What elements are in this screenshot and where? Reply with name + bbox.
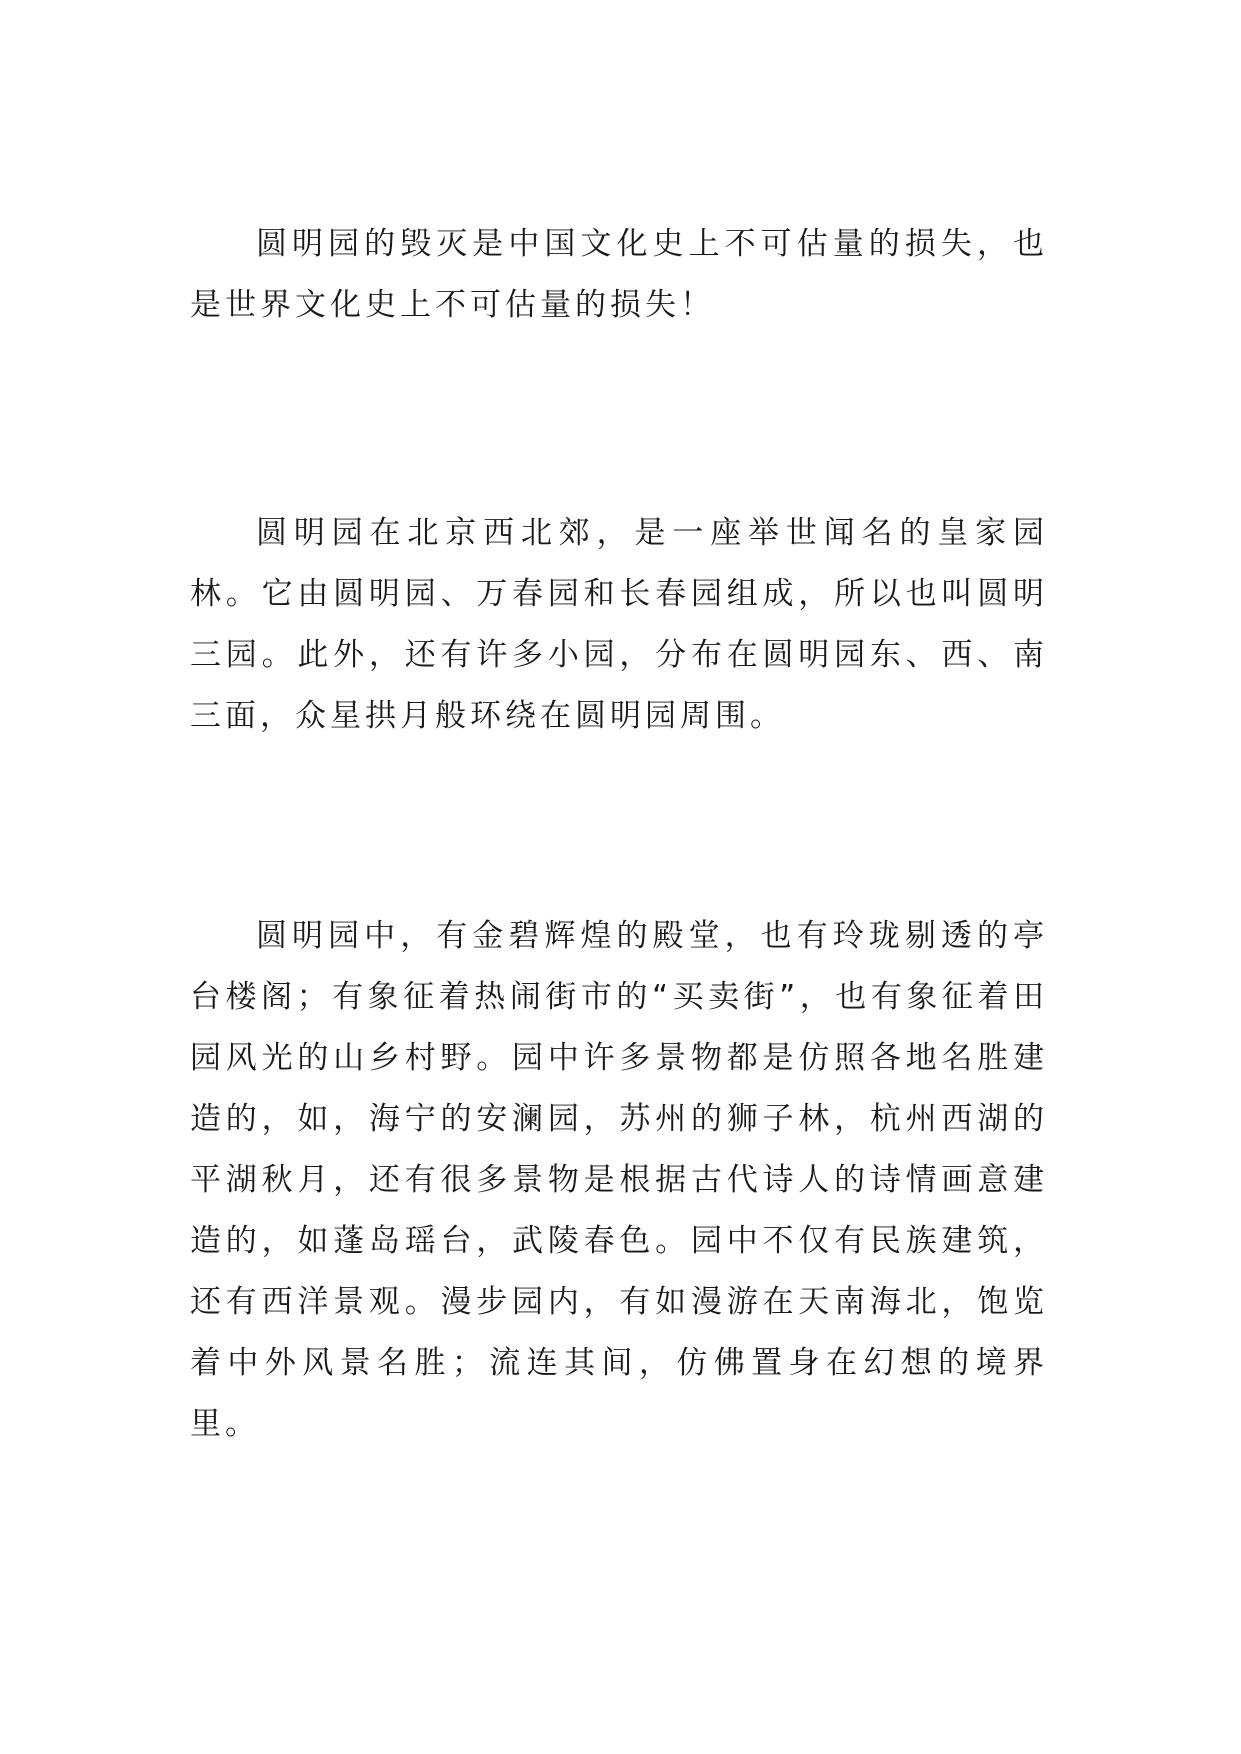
paragraph-2: 圆明园在北京西北郊，是一座举世闻名的皇家园林。它由圆明园、万春园和长春园组成，所以也叫圆明三园。此外，还有许多小园，分布在圆明园东、西、南三面，众星拱月般环绕在圆明园周围。 (190, 515, 1048, 734)
paragraph-3: 圆明园中，有金碧辉煌的殿堂，也有玲珑剔透的亭台楼阁；有象征着热闹街市的“买卖街”，也有象征着田园风光的山乡村野。园中许多景物都是仿照各地名胜建造的，如，海宁的安澜园，苏州的狮子林，杭州西湖的平湖秋月，还有很多景物是根据古代诗人的诗情画意建造的，如蓬岛瑶台，武陵春色。园中不仅有民族建筑，还有西洋景观。漫步园内，有如漫游在天南海北，饱览着中外风景名胜；流连其间，仿佛置身在幻想的境界里。 (190, 918, 1048, 1442)
paragraph-1: 圆明园的毁灭是中国文化史上不可估量的损失，也是世界文化史上不可估量的损失！ (190, 226, 1048, 323)
